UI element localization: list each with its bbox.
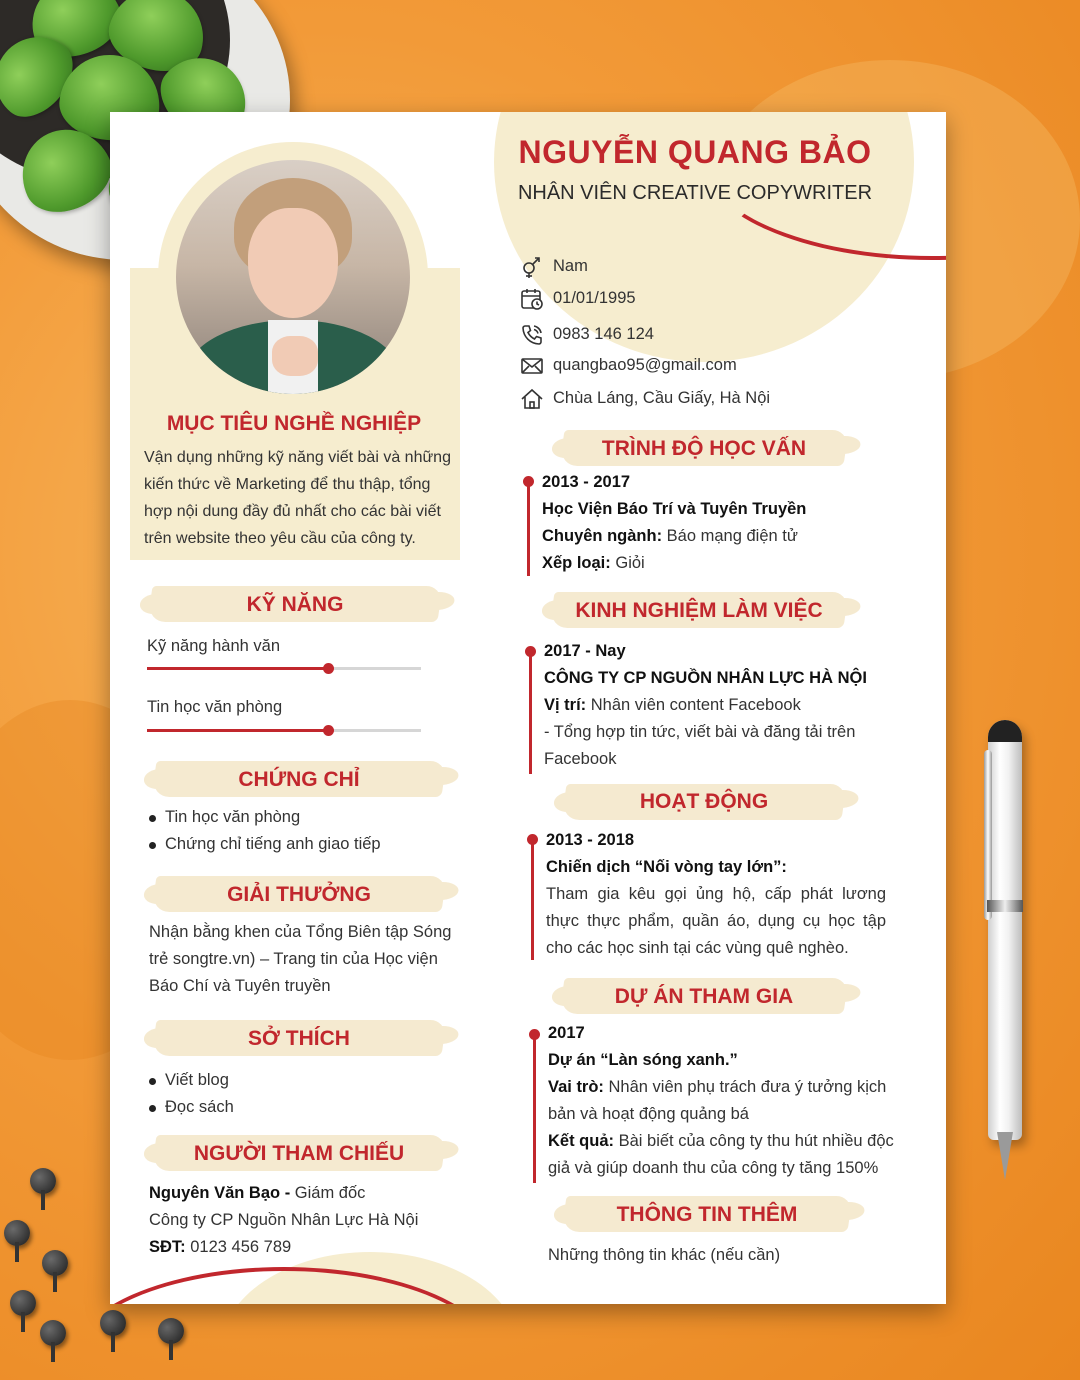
skill-label: Tin học văn phòng	[147, 698, 283, 716]
mail-icon	[520, 354, 544, 378]
education-period: 2013 - 2017	[542, 473, 631, 491]
experience-description: - Tổng hợp tin tức, viết bài và đăng tải trên	[544, 723, 856, 741]
experience-entry	[544, 638, 934, 773]
reference-title: NGƯỜI THAM CHIẾU	[193, 1142, 405, 1165]
contact-address	[520, 387, 840, 413]
pen-image	[988, 720, 1022, 1180]
objective-title: MỤC TIÊU NGHỀ NGHIỆP	[166, 412, 422, 435]
projects-year: 2017	[548, 1024, 585, 1042]
reference-phone-label: SĐT:	[149, 1238, 191, 1256]
awards-text: Nhận bằng khen của Tổng Biên tập Sóng trẻ songtre.vn) – Trang tin của Học viện Báo Chí và Tuyên truyền	[149, 923, 452, 995]
experience-title: KINH NGHIỆM LÀM VIỆC	[575, 599, 823, 622]
avatar	[176, 160, 410, 394]
list-item: Chứng chỉ tiếng anh giao tiếp	[147, 831, 467, 858]
extra-text: Những thông tin khác (nếu cần)	[548, 1246, 781, 1264]
skill-bar-knob	[323, 725, 334, 736]
activities-title: HOẠT ĐỘNG	[639, 790, 769, 813]
email-text: quangbao95@gmail.com	[553, 356, 737, 374]
pushpin-image	[4, 1220, 30, 1246]
activities-name: Chiến dịch “Nối vòng tay lớn”:	[546, 858, 787, 876]
dob-text: 01/01/1995	[553, 289, 636, 307]
reference-phone: 0123 456 789	[190, 1238, 292, 1256]
activities-description: Tham gia kêu gọi ủng hộ, cấp phát lương thực thực phẩm, quần áo, dụng cụ học tập cho các học sinh tại các vùng quê nghèo.	[546, 885, 886, 957]
reference-name: Nguyên Văn Bạo -	[149, 1184, 295, 1202]
phone-text: 0983 146 124	[553, 325, 654, 343]
skill-bar	[147, 667, 421, 670]
contact-gender	[520, 255, 840, 281]
contact-dob	[520, 287, 840, 313]
skill-bar-knob	[323, 663, 334, 674]
cv-page	[110, 112, 946, 1304]
home-icon	[520, 387, 544, 411]
activities-period: 2013 - 2018	[546, 831, 635, 849]
contact-phone	[520, 323, 840, 349]
pushpin-image	[40, 1320, 66, 1346]
skill-bar-fill	[147, 667, 328, 670]
projects-role-label: Vai trò:	[548, 1078, 609, 1096]
education-entry	[542, 469, 922, 577]
job-title: NHÂN VIÊN CREATIVE COPYWRITER	[517, 182, 873, 204]
education-grade-label: Xếp loại:	[542, 554, 616, 572]
contact-email	[520, 354, 840, 380]
calendar-icon	[520, 287, 544, 311]
education-major: Báo mạng điện tử	[666, 527, 798, 545]
skill-label: Kỹ năng hành văn	[147, 637, 281, 655]
pushpin-image	[10, 1290, 36, 1316]
gender-text: Nam	[553, 257, 588, 275]
reference-details	[149, 1180, 469, 1261]
skills-title: KỸ NĂNG	[246, 593, 344, 616]
pushpin-image	[42, 1250, 68, 1276]
projects-entry	[548, 1020, 914, 1182]
objective-text: Vận dụng những kỹ năng viết bài và những kiến thức về Marketing để thu thập, tổng hợp nội dung đầy đủ nhất cho các bài viết trên website theo yêu cầu của công ty.	[144, 449, 451, 547]
certificates-title: CHỨNG CHỈ	[238, 768, 360, 791]
hobbies-list	[147, 1067, 447, 1121]
education-grade: Giỏi	[615, 554, 645, 572]
activities-entry	[546, 827, 886, 962]
awards-title: GIẢI THƯỞNG	[227, 883, 371, 906]
extra-title: THÔNG TIN THÊM	[616, 1203, 798, 1226]
projects-name: Dự án “Làn sóng xanh.”	[548, 1051, 738, 1069]
experience-position-label: Vị trí:	[544, 696, 591, 714]
experience-position: Nhân viên content Facebook	[590, 696, 801, 714]
pushpin-image	[100, 1310, 126, 1336]
projects-role: Nhân viên phụ trách đưa ý tưởng kịch bản và hoạt động quảng bá	[548, 1078, 887, 1123]
education-major-label: Chuyên ngành:	[542, 527, 667, 545]
pushpin-image	[30, 1168, 56, 1194]
address-text: Chùa Láng, Cầu Giấy, Hà Nội	[553, 389, 771, 407]
hobbies-title: SỞ THÍCH	[248, 1027, 350, 1050]
skill-bar	[147, 729, 421, 732]
gender-icon	[520, 255, 544, 279]
education-title: TRÌNH ĐỘ HỌC VẤN	[601, 437, 807, 460]
list-item: Đọc sách	[147, 1094, 447, 1121]
phone-icon	[520, 323, 544, 347]
certificates-list	[147, 804, 467, 858]
pushpin-image	[158, 1318, 184, 1344]
projects-title: DỰ ÁN THAM GIA	[614, 985, 794, 1008]
list-item: Tin học văn phòng	[147, 804, 467, 831]
reference-company: Công ty CP Nguồn Nhân Lực Hà Nội	[149, 1211, 419, 1229]
education-school: Học Viện Báo Trí và Tuyên Truyền	[542, 500, 807, 518]
projects-result: Bài biết của công ty thu hút nhiều độc giả và giúp doanh thu của công ty tăng 150%	[548, 1132, 894, 1177]
experience-period: 2017 - Nay	[544, 642, 626, 660]
candidate-name: NGUYỄN QUANG BẢO	[518, 134, 872, 170]
skill-bar-fill	[147, 729, 328, 732]
experience-description: Facebook	[544, 750, 617, 768]
list-item: Viết blog	[147, 1067, 447, 1094]
reference-role: Giám đốc	[294, 1184, 366, 1202]
experience-company: CÔNG TY CP NGUỒN NHÂN LỰC HÀ NỘI	[544, 669, 867, 687]
projects-result-label: Kết quả:	[548, 1132, 619, 1150]
